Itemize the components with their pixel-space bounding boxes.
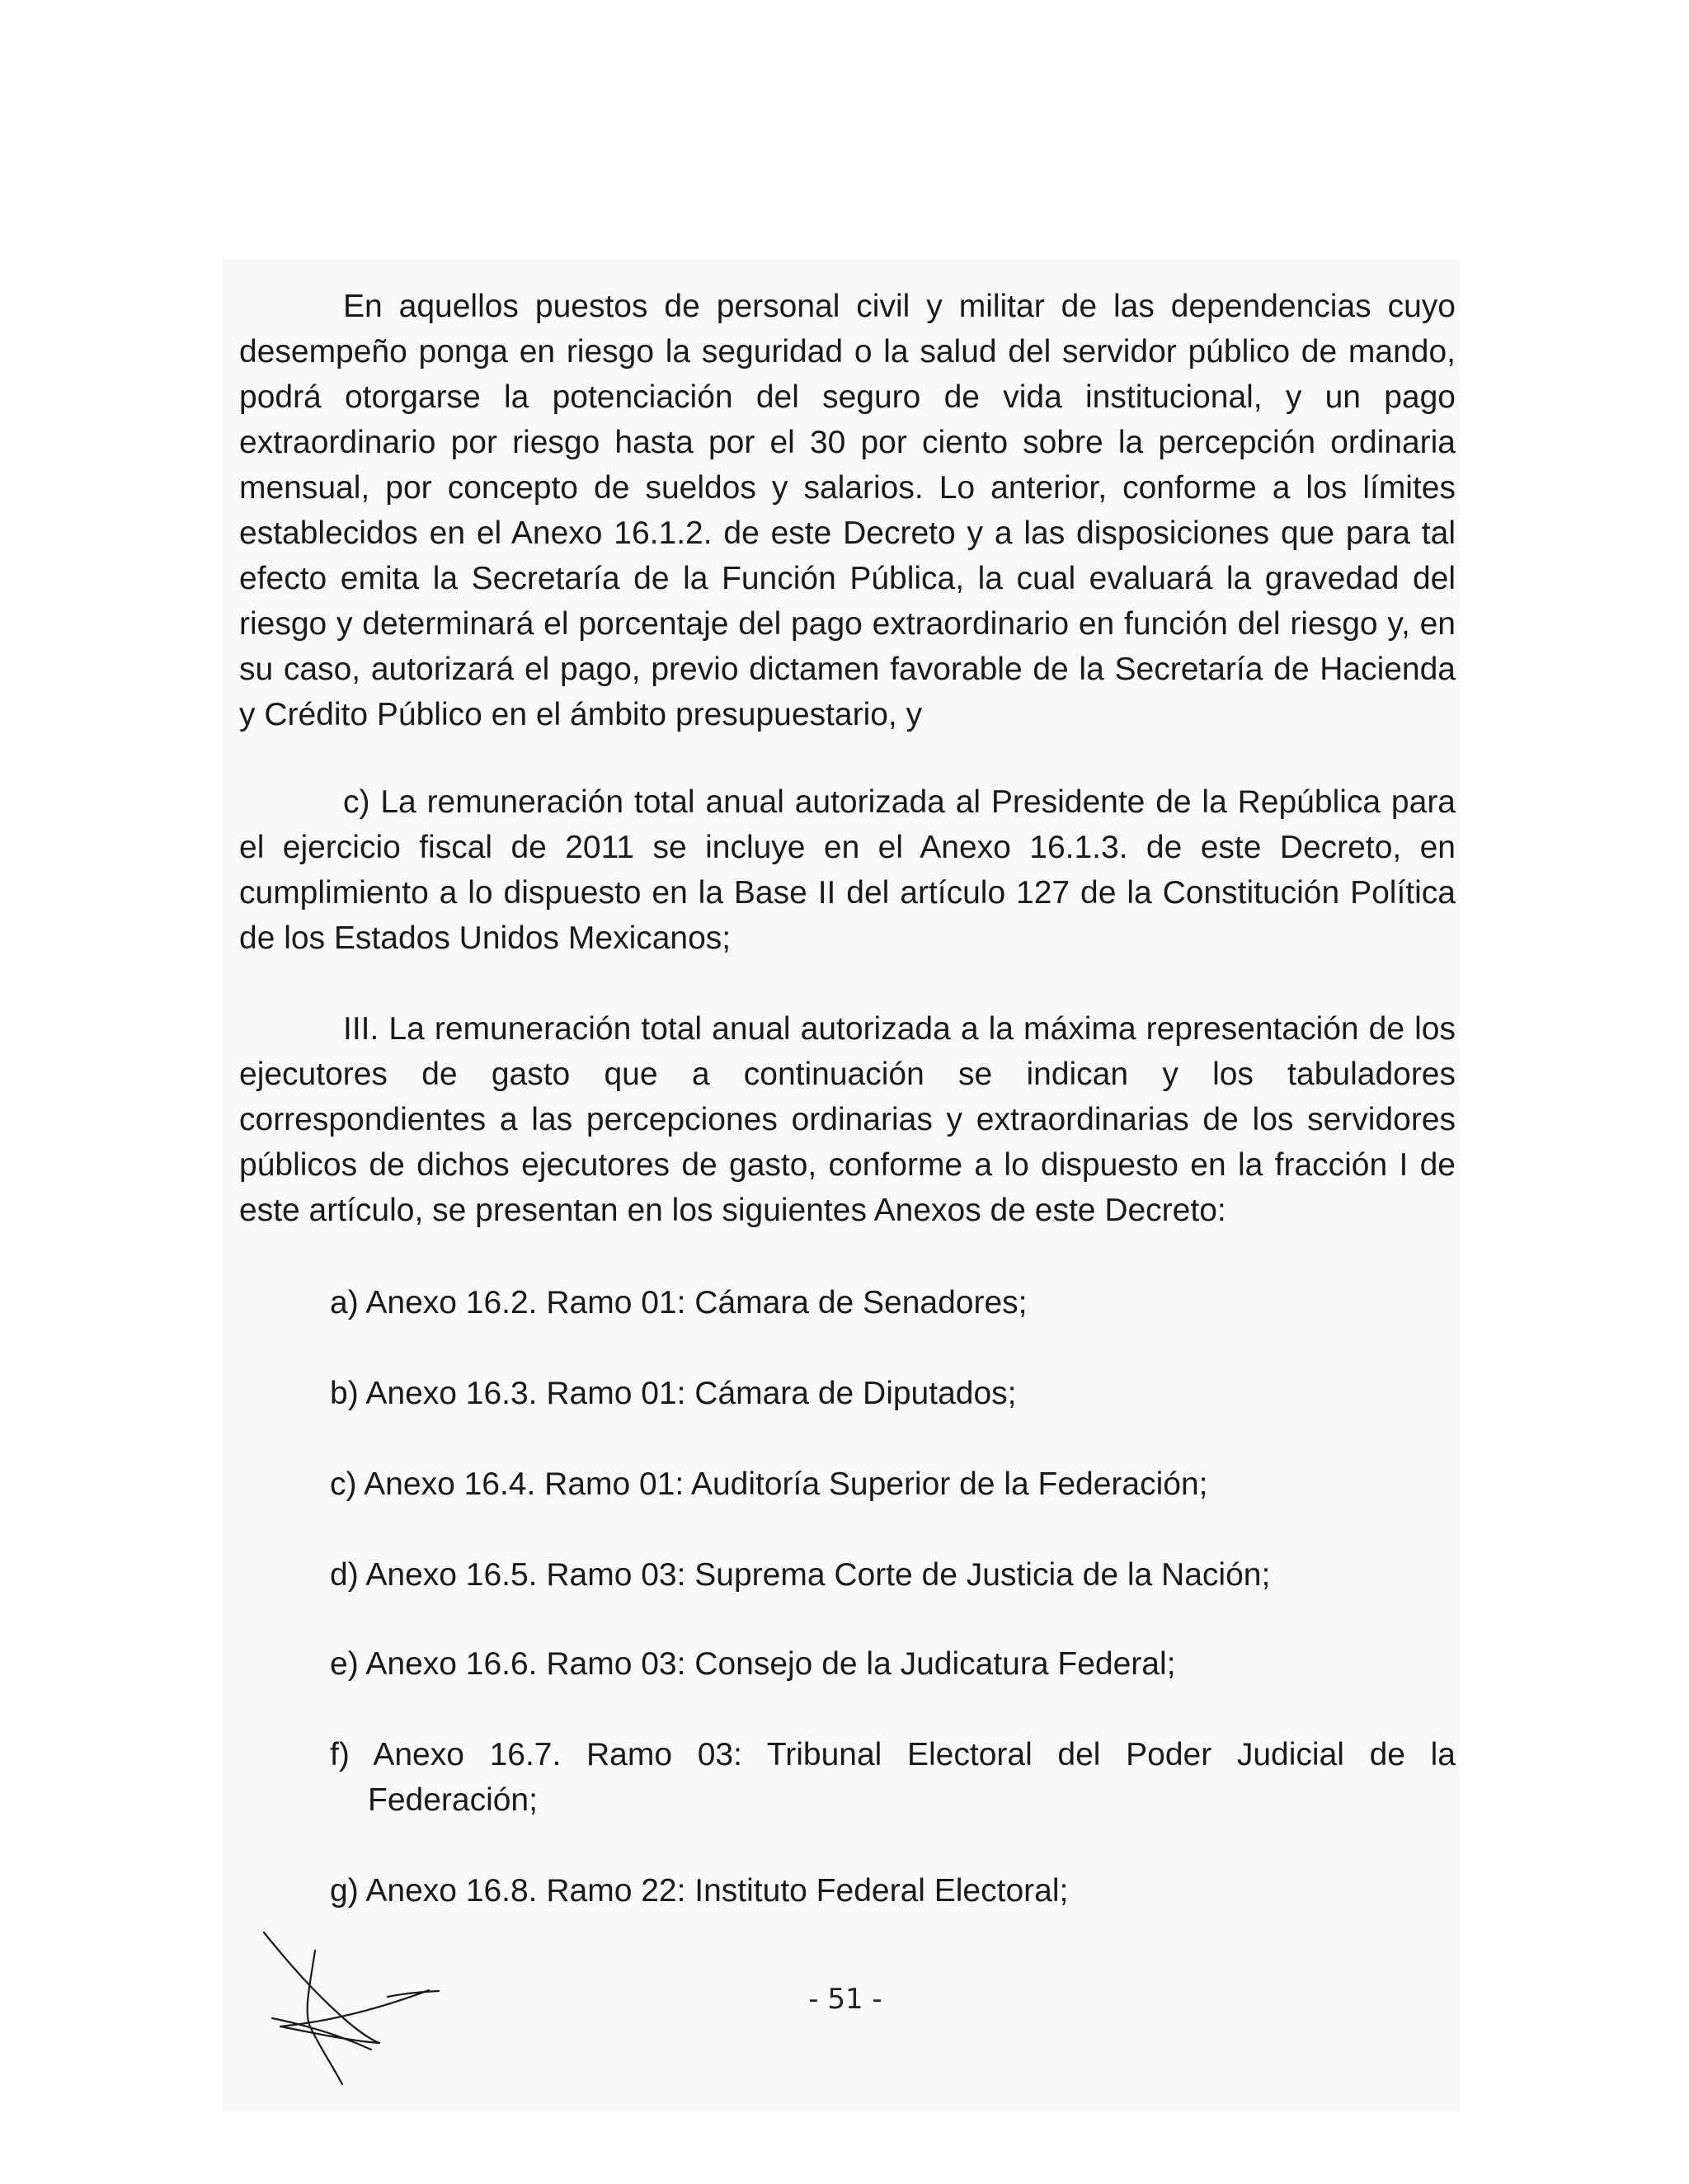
handwritten-signature xyxy=(256,1926,445,2091)
list-item-anexo-16-2: a) Anexo 16.2. Ramo 01: Cámara de Senadores; xyxy=(330,1285,1028,1320)
list-item-anexo-16-7 xyxy=(330,1732,1456,1823)
list-item-anexo-16-7-line2: Federación; xyxy=(368,1782,538,1818)
list-item-anexo-16-5: d) Anexo 16.5. Ramo 03: Suprema Corte de Justicia de la Nación; xyxy=(330,1557,1271,1593)
list-item-anexo-16-8: g) Anexo 16.8. Ramo 22: Instituto Federal Electoral; xyxy=(330,1873,1069,1909)
list-item-anexo-16-6: e) Anexo 16.6. Ramo 03: Consejo de la Judicatura Federal; xyxy=(330,1646,1176,1682)
paragraph-section-iii: III. La remuneración total anual autorizada a la máxima representación de los ejecutores de gasto que a continuación se indican y los tabuladores correspondientes a las percepciones ordinarias y extraordinarias de los servidores públicos de dichos ejecutores de gasto, conforme a lo dispuesto en la fracción I de este artículo, se presentan en los siguientes Anexos de este Decreto: xyxy=(239,1011,1456,1228)
page-number: - 51 - xyxy=(808,1983,882,2016)
list-item-anexo-16-3: b) Anexo 16.3. Ramo 01: Cámara de Diputados; xyxy=(330,1376,1017,1411)
paragraph-risk-payment: En aquellos puestos de personal civil y militar de las dependencias cuyo desempeño ponga en riesgo la seguridad o la salud del servidor público de mando, podrá otorgarse la potenciación del seguro de vida institucional, y un pago extraordinario por riesgo hasta por el 30 por ciento sobre la percepción ordinaria mensual, por concepto de sueldos y salarios. Lo anterior, conforme a los límites establecidos en el Anexo 16.1.2. de este Decreto y a las disposiciones que para tal efecto emita la Secretaría de la Función Pública, la cual evaluará la gravedad del riesgo y determinará el porcentaje del pago extraordinario en función del riesgo y, en su caso, autorizará el pago, previo dictamen favorable de la Secretaría de Hacienda y Crédito Público en el ámbito presupuestario, y xyxy=(239,289,1456,732)
list-item-anexo-16-4: c) Anexo 16.4. Ramo 01: Auditoría Superior de la Federación; xyxy=(330,1466,1208,1502)
paragraph-presidential-remuneration: c) La remuneración total anual autorizada al Presidente de la República para el ejercicio fiscal de 2011 se incluye en el Anexo 16.1.3. de este Decreto, en cumplimiento a lo dispuesto en la Base II del artículo 127 de la Constitución Política de los Estados Unidos Mexicanos; xyxy=(239,784,1456,956)
list-item-anexo-16-7-line1: f) Anexo 16.7. Ramo 03: Tribunal Electoral del Poder Judicial de la xyxy=(330,1737,1456,1772)
